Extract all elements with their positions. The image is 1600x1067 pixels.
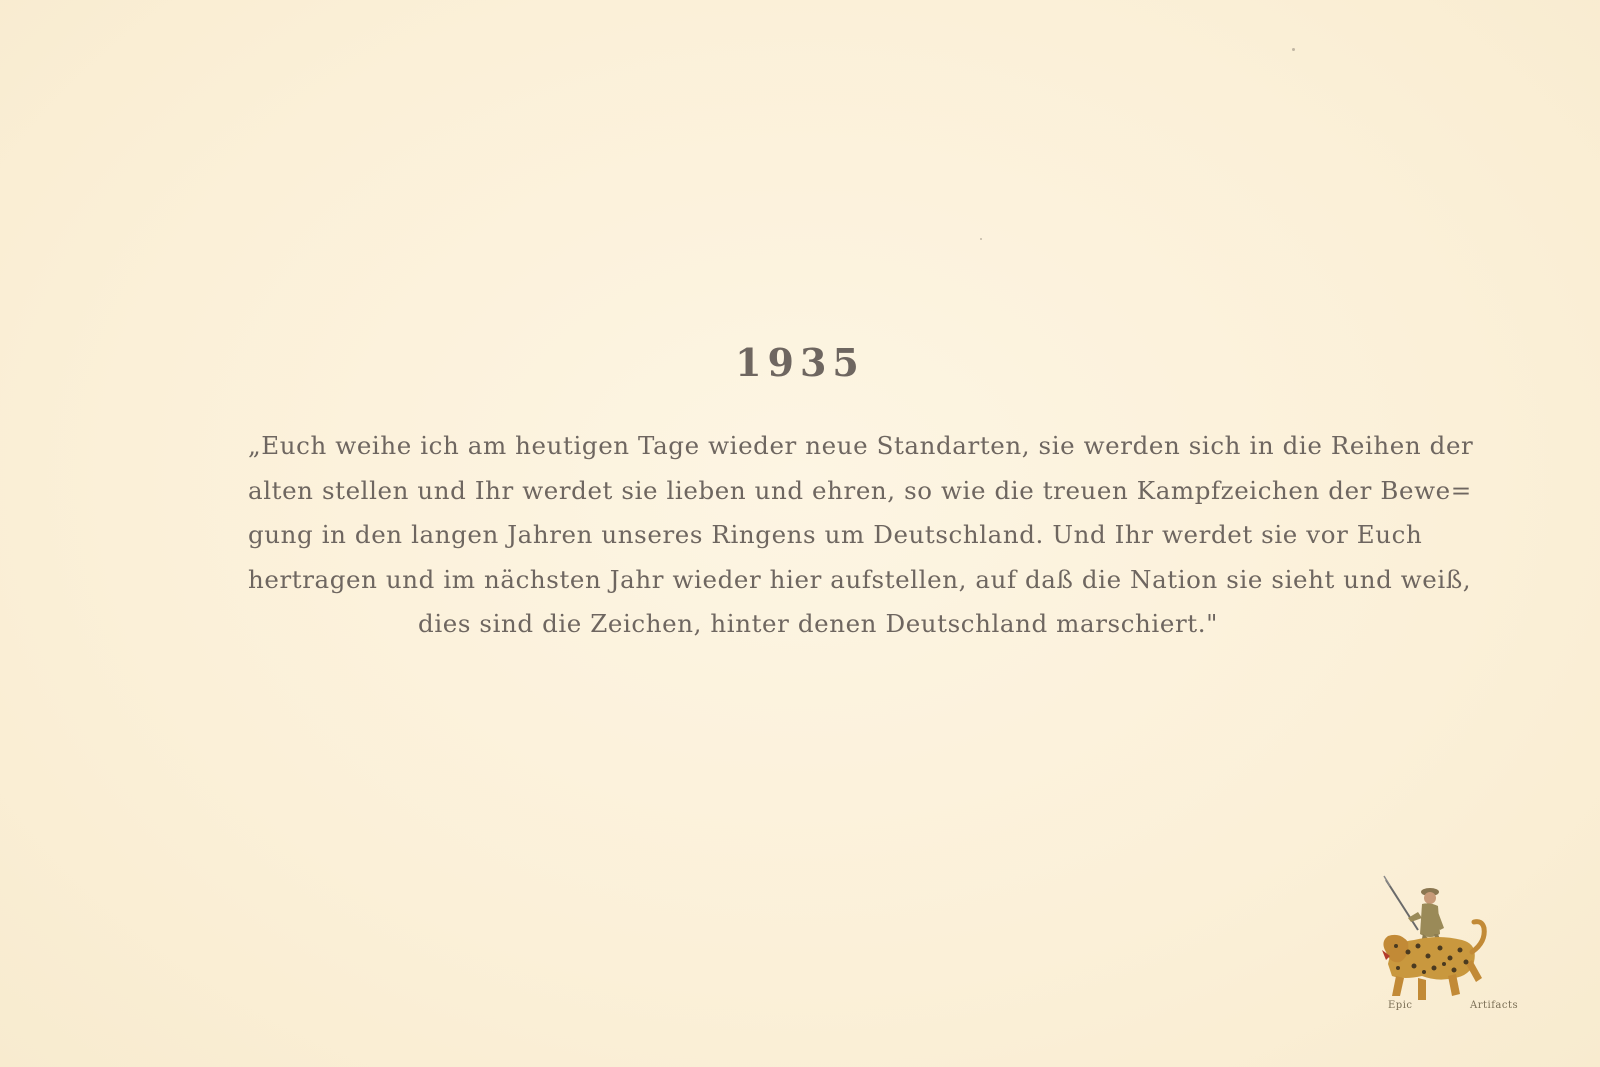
watermark-word-right: Artifacts [1470, 1000, 1519, 1011]
paper-speck [1292, 48, 1295, 51]
quote-line: hertragen und im nächsten Jahr wieder hier aufstellen, auf daß die Nation sie sieht und weiß, [248, 564, 1472, 594]
quote-line: dies sind die Zeichen, hinter denen Deutschland marschiert." [418, 609, 1218, 638]
quote-line: alten stellen und Ihr werdet sie lieben und ehren, so wie die treuen Kampfzeichen der Bewe= [248, 475, 1472, 505]
document-year: 1935 [735, 340, 865, 385]
paper-speck [980, 238, 982, 240]
quote-line: gung in den langen Jahren unseres Ringens um Deutschland. Und Ihr werdet sie vor Euch [248, 520, 1423, 549]
watermark-logo [1378, 872, 1538, 1022]
quote-line: „Euch weihe ich am heutigen Tage wieder neue Standarten, sie werden sich in die Reihen der [248, 431, 1474, 460]
quote-block [248, 424, 1474, 647]
watermark-word-left: Epic [1388, 1000, 1413, 1011]
